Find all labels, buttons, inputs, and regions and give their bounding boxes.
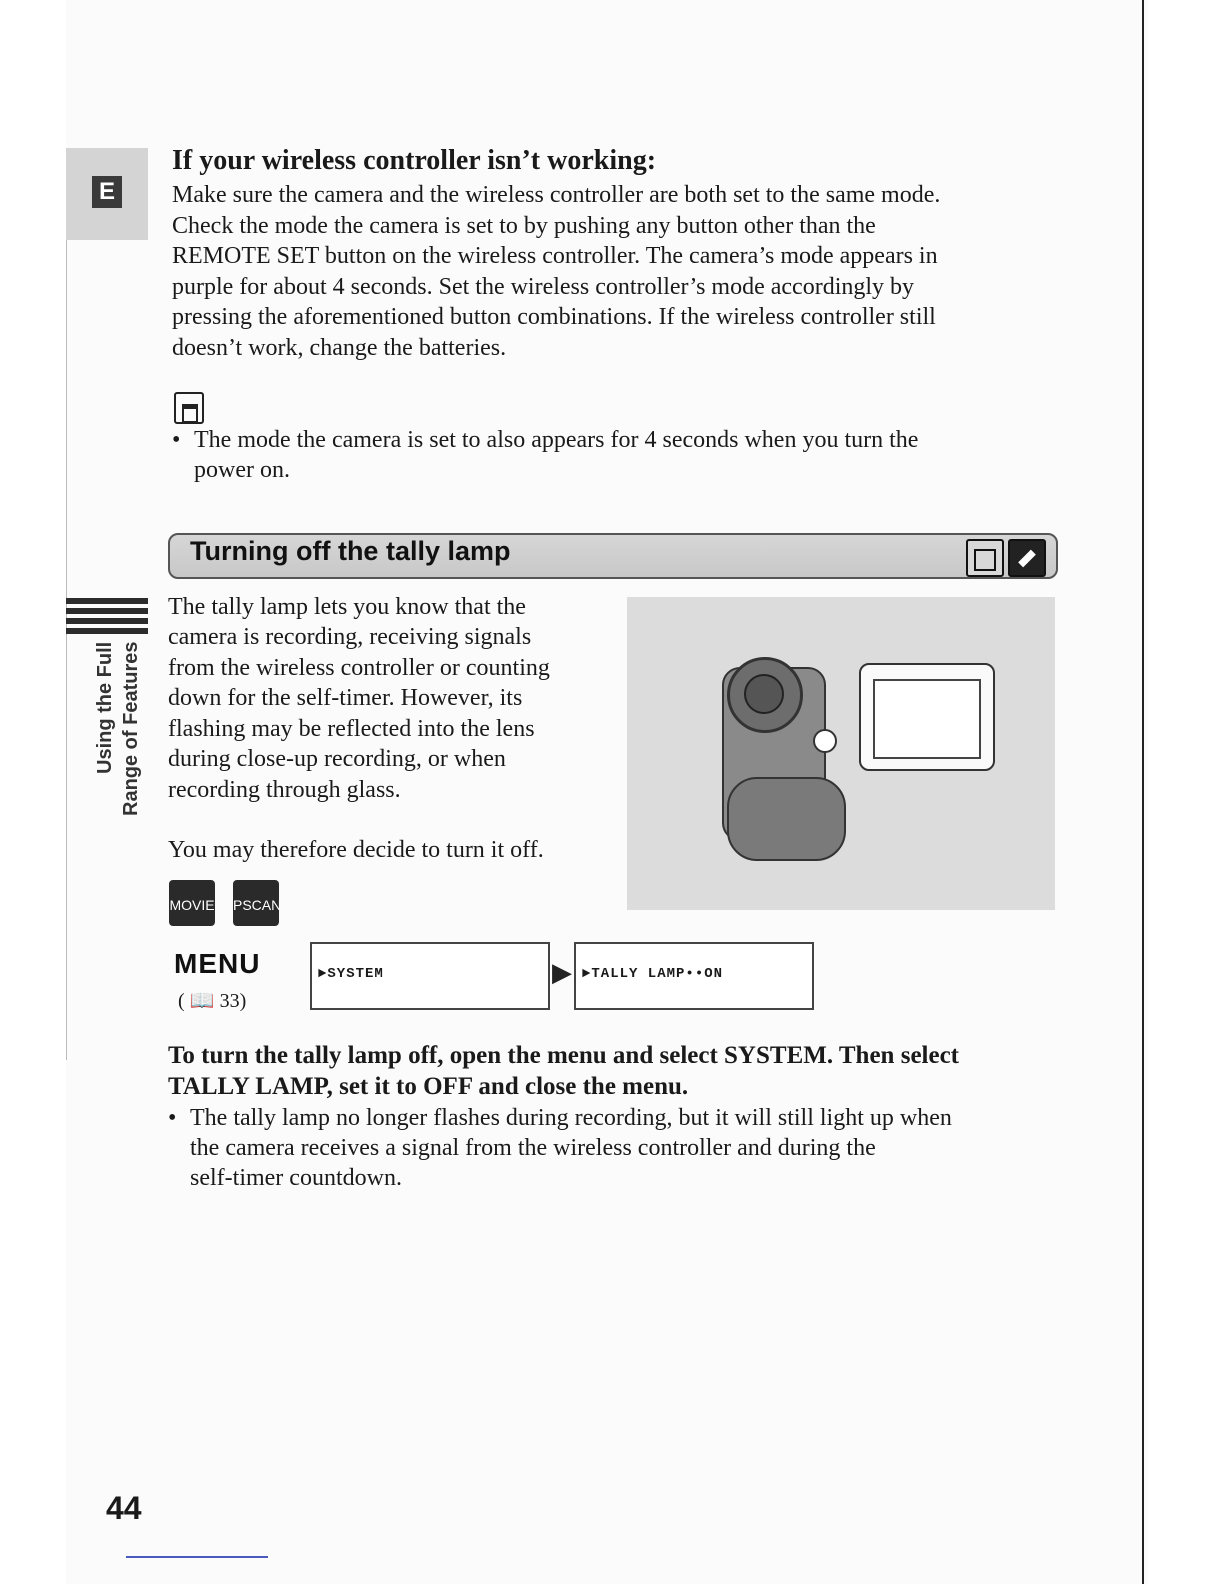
section-tab-line2: Range of Features — [120, 641, 142, 816]
body-line: The tally lamp lets you know that the — [168, 594, 526, 620]
page-number: 44 — [106, 1490, 142, 1526]
right-margin-rule — [1142, 0, 1144, 1584]
section-title-bar — [168, 533, 1058, 579]
instruction-bullet-line2: the camera receives a signal from the wireless controller and during the — [190, 1135, 876, 1161]
body-line: flashing may be reflected into the lens — [168, 716, 535, 742]
note-text-line2: power on. — [194, 457, 290, 483]
instruction-line2: TALLY LAMP, set it to OFF and close the menu. — [168, 1073, 689, 1100]
menu-label: MENU — [174, 948, 261, 979]
note-text-line1: The mode the camera is set to also appears for 4 seconds when you turn the — [194, 427, 919, 453]
troubleshoot-heading: If your wireless controller isn’t working: — [172, 145, 657, 176]
note-bullet-cont — [194, 455, 290, 485]
camcorder-lens — [727, 657, 803, 733]
camcorder-grip — [727, 777, 846, 861]
menu-step-system-text: ►SYSTEM — [318, 966, 384, 982]
body-line: during close-up recording, or when — [168, 746, 506, 772]
instruction-bullet: • The tally lamp no longer flashes during recording, but it will still light up when — [168, 1105, 952, 1131]
troubleshoot-line: doesn’t work, change the batteries. — [172, 335, 507, 361]
instruction-bullet-line3: self-timer countdown. — [190, 1165, 402, 1191]
instruction-bullet-line1: The tally lamp no longer flashes during recording, but it will still light up when — [190, 1105, 952, 1131]
left-margin-rule — [66, 240, 67, 1060]
troubleshoot-line: REMOTE SET button on the wireless controller. The camera’s mode appears in — [172, 243, 938, 269]
language-letter: E — [92, 176, 122, 208]
troubleshoot-line: purple for about 4 seconds. Set the wireless controller’s mode accordingly by — [172, 274, 915, 300]
menu-step-tally-lamp — [574, 942, 814, 1010]
remote-mode-icon — [1008, 539, 1046, 577]
body-line: recording through glass. — [168, 777, 401, 803]
pscan-mode-icon: PSCAN — [233, 880, 279, 926]
body-decide-line: You may therefore decide to turn it off. — [168, 837, 544, 863]
troubleshoot-line: pressing the aforementioned button combinations. If the wireless controller still — [172, 304, 936, 330]
section-title: Turning off the tally lamp — [190, 536, 511, 566]
instruction-heading — [168, 1040, 1048, 1102]
menu-page-reference: ( 📖 33) — [178, 990, 247, 1012]
section-tab-bars — [66, 598, 148, 638]
camcorder-illustration — [627, 597, 1055, 910]
tally-lamp-icon — [813, 729, 837, 753]
camcorder-lcd-screen — [859, 663, 995, 771]
note-icon — [174, 392, 204, 424]
troubleshoot-line: Make sure the camera and the wireless controller are both set to the same mode. — [172, 182, 941, 208]
movie-mode-icon: MOVIE — [169, 880, 215, 926]
body-line: down for the self-timer. However, its — [168, 685, 523, 711]
body-line: from the wireless controller or counting — [168, 655, 550, 681]
menu-arrow-icon: ▶ — [552, 958, 572, 988]
bottom-rule — [126, 1556, 268, 1558]
instruction-line1: To turn the tally lamp off, open the menu and select SYSTEM. Then select — [168, 1042, 960, 1069]
instruction-bullet-cont — [190, 1163, 402, 1193]
troubleshoot-line: Check the mode the camera is set to by pushing any button other than the — [172, 213, 876, 239]
section-tab-line1: Using the Full — [94, 641, 116, 774]
menu-step-system — [310, 942, 550, 1010]
note-bullet: • The mode the camera is set to also appears for 4 seconds when you turn the — [172, 427, 919, 453]
section-tab — [92, 641, 148, 818]
camera-mode-icon — [966, 539, 1004, 577]
menu-step-tally-lamp-text: ►TALLY LAMP••ON — [582, 966, 724, 982]
instruction-bullet-cont — [190, 1133, 876, 1163]
body-line: camera is recording, receiving signals — [168, 624, 532, 650]
